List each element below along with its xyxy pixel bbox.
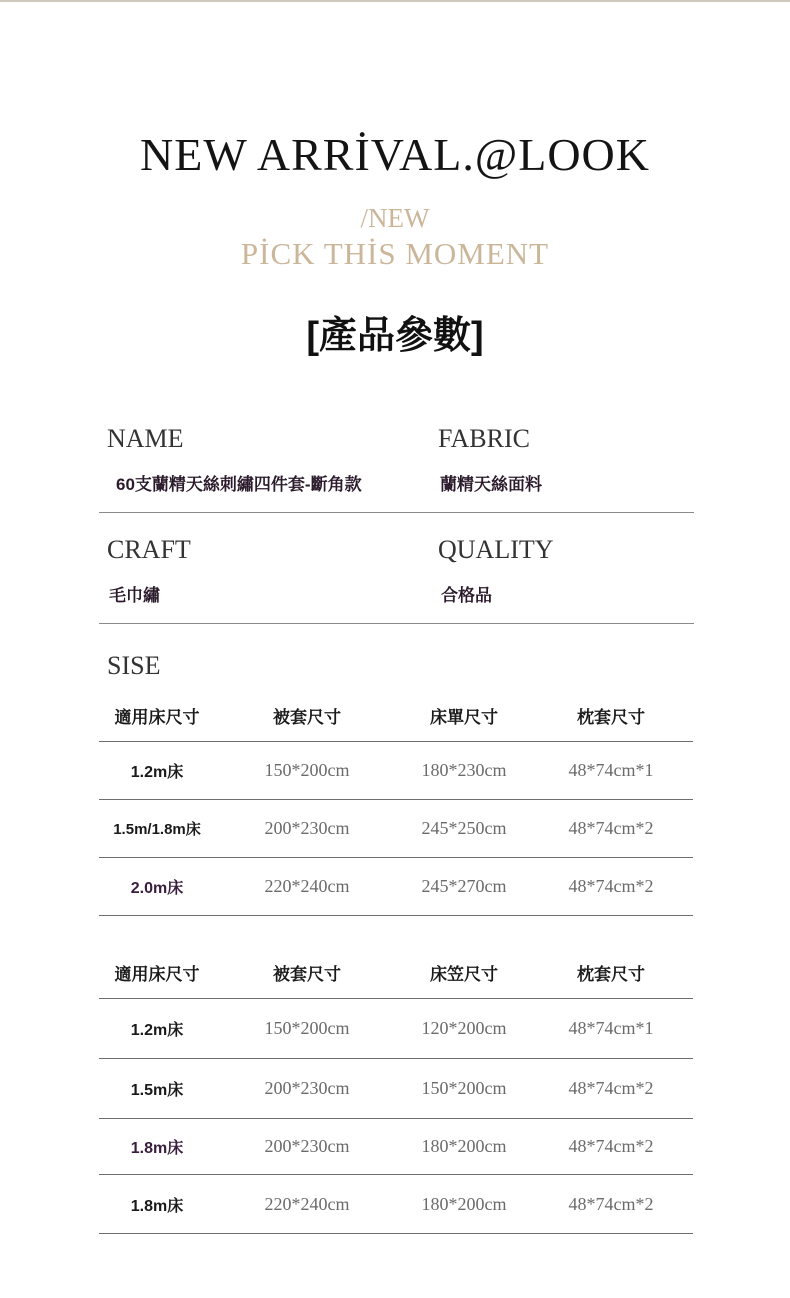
name-value: 60支蘭精天絲刺繡四件套-斷角款 (116, 475, 362, 494)
bed-size-cell: 1.2m床 (130, 764, 184, 781)
bed-size-cell: 1.8m床 (130, 1197, 184, 1215)
fitted-sheet-size-cell: 180*200cm (421, 1136, 507, 1156)
duvet-size-cell: 220*240cm (264, 1193, 350, 1214)
bed-size-cell: 1.8m床 (130, 1140, 184, 1157)
table-header-cell: 床笠尺寸 (430, 964, 498, 984)
name-label: NAME (107, 424, 184, 453)
top-divider (0, 0, 790, 2)
table-row (99, 1059, 693, 1119)
pillowcase-size-cell: 48*74cm*1 (568, 760, 654, 780)
table-header-cell: 適用床尺寸 (114, 708, 200, 727)
sheet-size-cell: 245*270cm (421, 876, 507, 896)
pillowcase-size-cell: 48*74cm*1 (568, 1018, 654, 1038)
table-row (99, 1119, 693, 1175)
fitted-sheet-size-cell: 120*200cm (421, 1018, 507, 1038)
table-header-cell: 適用床尺寸 (114, 964, 200, 984)
table-row (99, 1175, 693, 1234)
headline: NEW ARRİVAL.@LOOK (140, 129, 650, 180)
size-label: SISE (107, 651, 161, 680)
table-header-cell: 枕套尺寸 (577, 708, 645, 727)
bed-size-cell: 2.0m床 (130, 880, 184, 897)
quality-label: QUALITY (438, 535, 554, 564)
table-row (99, 999, 693, 1059)
duvet-size-cell: 220*240cm (264, 876, 350, 896)
fabric-value: 蘭精天絲面料 (440, 475, 542, 494)
table-row (99, 858, 693, 916)
table-header-cell: 床單尺寸 (430, 708, 498, 727)
table-header-row (99, 690, 693, 742)
bed-size-cell: 1.5m床 (130, 1082, 184, 1099)
pillowcase-size-cell: 48*74cm*2 (568, 1193, 654, 1214)
table-header-cell: 被套尺寸 (273, 964, 341, 984)
pillowcase-size-cell: 48*74cm*2 (568, 1078, 654, 1098)
sheet-size-cell: 245*250cm (421, 818, 507, 838)
divider (99, 623, 694, 624)
bed-size-cell: 1.5m/1.8m床 (113, 821, 201, 838)
section-title: [產品參數] (306, 315, 484, 357)
sheet-size-cell: 180*230cm (421, 760, 507, 780)
table-row (99, 742, 693, 800)
fitted-sheet-size-cell: 180*200cm (421, 1193, 507, 1214)
duvet-size-cell: 200*230cm (264, 818, 350, 838)
pillowcase-size-cell: 48*74cm*2 (568, 1136, 654, 1156)
fabric-label: FABRIC (438, 424, 530, 453)
divider (99, 512, 694, 513)
fitted-sheet-size-cell: 150*200cm (421, 1078, 507, 1098)
pillowcase-size-cell: 48*74cm*2 (568, 876, 654, 896)
duvet-size-cell: 150*200cm (264, 760, 350, 780)
duvet-size-cell: 200*230cm (264, 1136, 350, 1156)
table-header-cell: 被套尺寸 (273, 708, 341, 727)
craft-label: CRAFT (107, 535, 191, 564)
pillowcase-size-cell: 48*74cm*2 (568, 818, 654, 838)
size-table-flat-sheet (99, 690, 693, 916)
table-header-row (99, 946, 693, 999)
duvet-size-cell: 200*230cm (264, 1078, 350, 1098)
duvet-size-cell: 150*200cm (264, 1018, 350, 1038)
subheading-moment: PİCK THİS MOMENT (240, 236, 550, 271)
table-row (99, 800, 693, 858)
bed-size-cell: 1.2m床 (130, 1022, 184, 1039)
size-table-fitted-sheet (99, 946, 693, 1234)
quality-value: 合格品 (441, 586, 492, 605)
craft-value: 毛巾繡 (109, 586, 160, 605)
subheading-new: /NEW (360, 203, 430, 233)
table-header-cell: 枕套尺寸 (577, 964, 645, 984)
